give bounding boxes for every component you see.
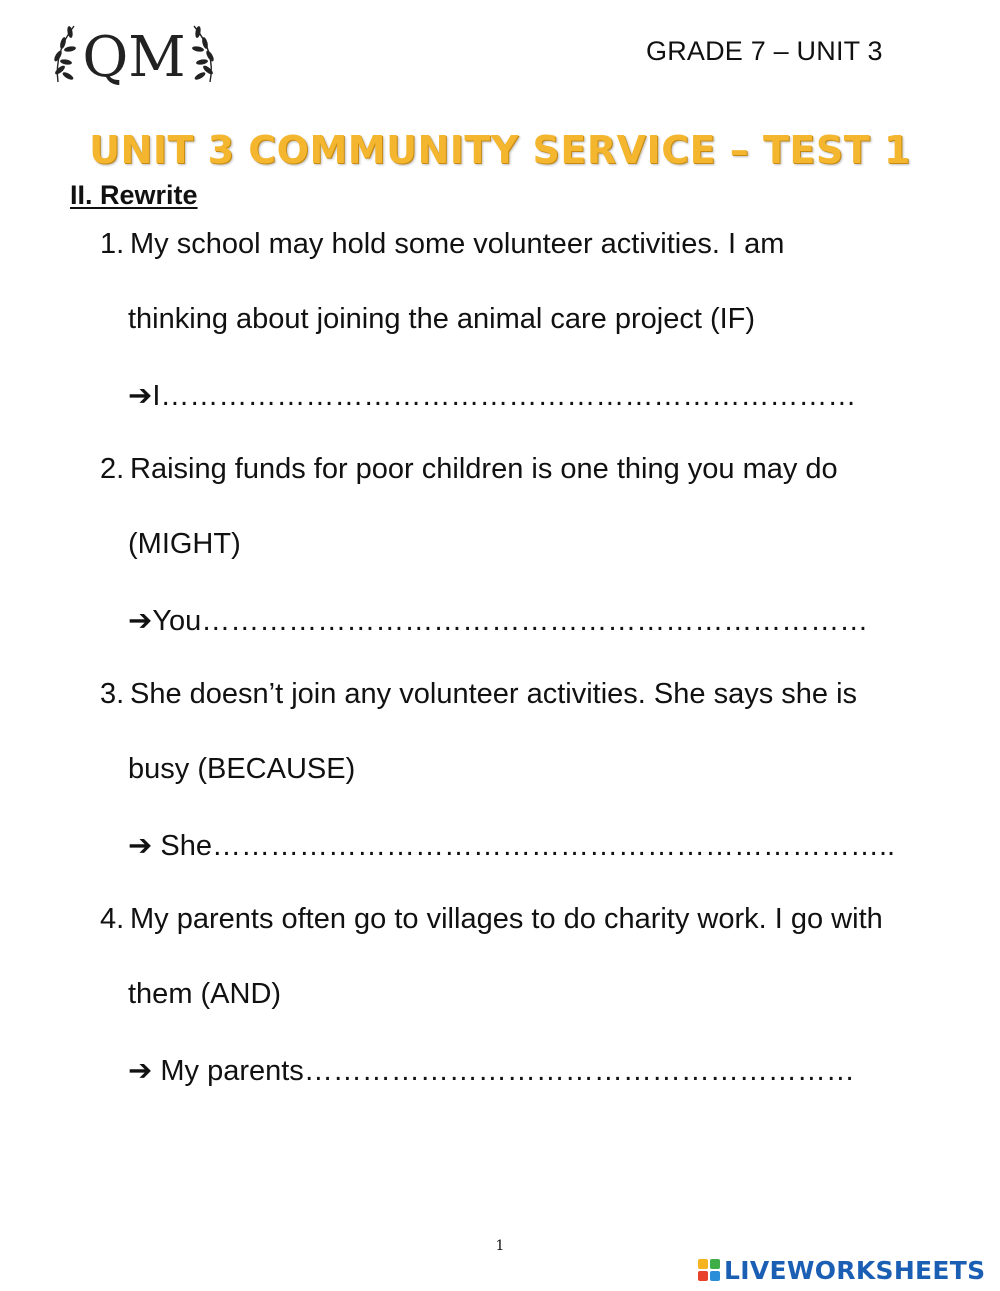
arrow-icon: ➔ <box>128 1055 153 1087</box>
answer-line[interactable] <box>128 378 856 413</box>
arrow-icon: ➔ <box>128 830 153 862</box>
brand-text: LIVEWORKSHEETS <box>724 1255 986 1285</box>
question-number: 1. <box>100 228 125 260</box>
question-number: 4. <box>100 903 125 935</box>
question-text: thinking about joining the animal care project (IF) <box>128 303 756 335</box>
question-text: busy (BECAUSE) <box>128 753 356 785</box>
arrow-icon: ➔ <box>128 380 153 412</box>
answer-prefix: You <box>152 605 202 637</box>
question-number: 2. <box>100 453 125 485</box>
question-text: (MIGHT) <box>128 528 241 560</box>
brand-blocks-icon <box>698 1259 720 1281</box>
qm-logo <box>48 12 220 98</box>
question-text: My school may hold some volunteer activities. I am <box>130 228 785 260</box>
arrow-icon: ➔ <box>128 605 153 637</box>
answer-line[interactable] <box>128 1053 855 1088</box>
answer-prefix: I <box>152 380 161 412</box>
page-number: 1 <box>495 1238 505 1254</box>
grade-unit-label: GRADE 7 – UNIT 3 <box>646 36 883 66</box>
logo-monogram: QM <box>82 25 186 90</box>
answer-line[interactable] <box>128 603 868 638</box>
question-text: them (AND) <box>128 978 282 1010</box>
question-text: Raising funds for poor children is one thing you may do <box>130 453 838 485</box>
answer-prefix: My parents <box>152 1055 304 1087</box>
page-title: UNIT 3 COMMUNITY SERVICE – TEST 1 <box>89 128 911 172</box>
liveworksheets-brand[interactable] <box>698 1253 985 1287</box>
answer-prefix: She <box>152 830 212 862</box>
section-heading: II. Rewrite <box>70 180 198 210</box>
question-text: She doesn’t join any volunteer activities. She says she is <box>130 678 858 710</box>
question-text: My parents often go to villages to do charity work. I go with <box>130 903 883 935</box>
answer-blank[interactable]: ……………………………………………………………… <box>160 380 857 412</box>
answer-blank[interactable]: …………………………………………………………….. <box>211 830 896 862</box>
answer-line[interactable] <box>128 828 895 863</box>
answer-blank[interactable]: …………………………………………………………… <box>201 605 869 637</box>
answer-blank[interactable]: ………………………………………………… <box>303 1055 855 1087</box>
question-number: 3. <box>100 678 125 710</box>
